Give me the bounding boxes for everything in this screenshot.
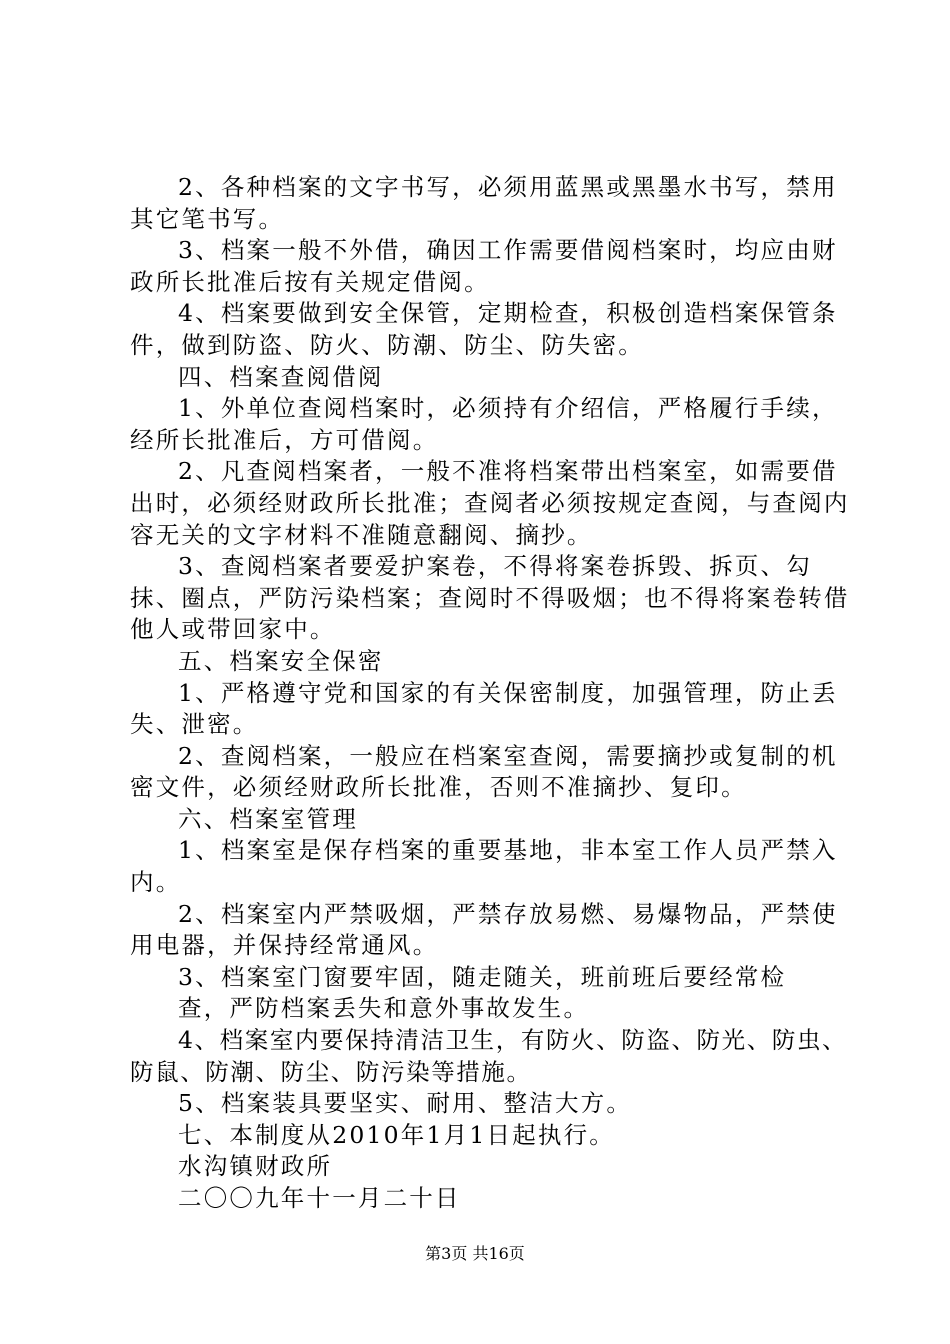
paragraph-no-removal: 2、凡查阅档案者，一般不准将档案带出档案室，如需要借出时，必须经财政所长批准；查阅者必须按规定查阅，与查阅内容无关的文字材料不准随意翻阅、摘抄。 [130,457,850,549]
paragraph-external-access: 1、外单位查阅档案时，必须持有介绍信，严格履行手续，经所长批准后，方可借阅。 [130,394,838,454]
paragraph-restricted-entry: 1、档案室是保存档案的重要基地，非本室工作人员严禁入内。 [130,836,838,897]
paragraph-archive-lending: 3、档案一般不外借，确因工作需要借阅档案时，均应由财政所长批准后按有关规定借阅。 [130,236,838,296]
paragraph-effective-date: 七、本制度从2010年1月1日起执行。 [178,1120,616,1149]
paragraph-cleanliness: 4、档案室内要保持清洁卫生，有防火、防盗、防光、防虫、防鼠、防潮、防尘、防污染等措施。 [130,1026,848,1086]
section-heading-borrowing: 四、档案查阅借阅 [178,362,384,391]
paragraph-archive-safekeeping: 4、档案要做到安全保管，定期检查，积极创造档案保管条件，做到防盗、防火、防潮、防尘、防失密。 [130,299,838,359]
issue-date: 二〇〇九年十一月二十日 [178,1184,461,1212]
page-number-footer: 第3页 共16页 [425,1244,525,1263]
paragraph-copy-approval: 2、查阅档案，一般应在档案室查阅，需要摘抄或复制的机密文件，必须经财政所长批准，否则不准摘抄、复印。 [130,741,838,802]
paragraph-archive-writing: 2、各种档案的文字书写，必须用蓝黑或黑墨水书写，禁用其它笔书写。 [130,173,838,233]
section-heading-room-management: 六、档案室管理 [178,804,358,833]
paragraph-doors-windows-continued: 查，严防档案丢失和意外事故发生。 [178,994,590,1023]
paragraph-fire-safety: 2、档案室内严禁吸烟，严禁存放易燃、易爆物品，严禁使用电器，并保持经常通风。 [130,899,838,960]
paragraph-equipment: 5、档案装具要坚实、耐用、整洁大方。 [178,1089,633,1118]
document-body [130,172,850,1215]
paragraph-confidentiality: 1、严格遵守党和国家的有关保密制度，加强管理，防止丢失、泄密。 [130,678,838,739]
paragraph-doors-windows: 3、档案室门窗要牢固，随走随关，班前班后要经常检 [178,962,787,991]
paragraph-care-of-files: 3、查阅档案者要爱护案卷，不得将案卷拆毁、拆页、勾抹、圈点，严防污染档案；查阅时不得吸烟；也不得将案卷转借他人或带回家中。 [130,552,850,644]
issuer-name: 水沟镇财政所 [178,1152,333,1181]
section-heading-security: 五、档案安全保密 [178,646,384,675]
